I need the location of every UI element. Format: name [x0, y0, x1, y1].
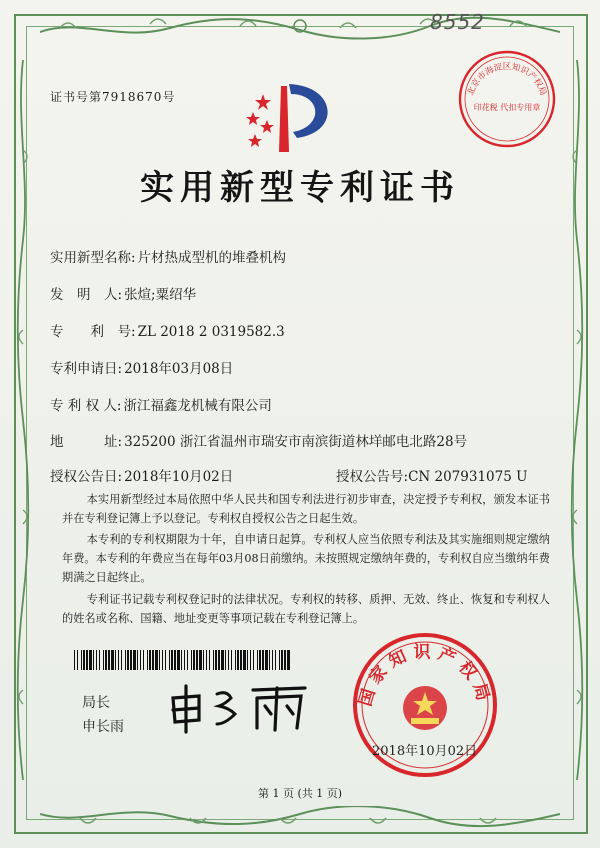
handwritten-note: 8552: [430, 10, 485, 34]
barcode-bar: [279, 650, 280, 670]
barcode: [74, 650, 292, 670]
barcode-bar: [177, 650, 180, 670]
barcode-bar: [250, 650, 251, 670]
barcode-bar: [118, 650, 119, 670]
barcode-bar: [133, 650, 136, 670]
director-signature: [165, 680, 315, 734]
application-date-label: 专利申请日:: [50, 361, 123, 377]
barcode-bar: [199, 650, 202, 670]
barcode-bar: [284, 650, 286, 670]
patent-number-value: ZL 2018 2 0319582.3: [137, 324, 285, 340]
barcode-bar: [81, 650, 82, 670]
certificate-title: 实用新型专利证书: [140, 168, 460, 208]
barcode-bar: [275, 650, 276, 670]
barcode-bar: [174, 650, 176, 670]
barcode-bar: [203, 650, 204, 670]
barcode-bar: [191, 650, 192, 670]
barcode-bar: [272, 650, 273, 670]
publication-number-row: [336, 465, 527, 485]
barcode-bar: [130, 650, 132, 670]
certificate-number: 证书号第7918670号: [50, 90, 176, 104]
barcode-bar: [105, 650, 107, 670]
utility-model-name-row: [50, 246, 286, 266]
patentee-value: 浙江福鑫龙机械有限公司: [123, 398, 272, 414]
grant-date-row: [50, 465, 233, 485]
address-value: 325200 浙江省温州市瑞安市南滨街道林垟邮电北路28号: [124, 434, 468, 450]
barcode-bar: [281, 650, 283, 670]
barcode-bar: [237, 650, 239, 670]
barcode-bar: [155, 650, 158, 670]
inventor-value: 张煊;粟绍华: [124, 287, 197, 303]
barcode-bar: [269, 650, 270, 670]
barcode-bar: [243, 650, 246, 670]
barcode-bar: [159, 650, 160, 670]
barcode-bar: [121, 650, 122, 670]
director-title: 局长: [82, 695, 110, 711]
barcode-bar: [77, 650, 78, 670]
body-paragraph: 本专利的专利权期限为十年，自申请日起算。专利权人应当依照专利法及其实施细则规定缴纳年费。本专利的年费应当在每年03月08日前缴纳。未按照规定缴纳年费的，专利权自应当缴纳年费期满之日起终止。: [62, 533, 550, 584]
patentee-row: [50, 394, 272, 414]
name-label: 实用新型名称:: [50, 250, 136, 266]
barcode-bar: [262, 650, 264, 670]
director-name: 申长雨: [82, 719, 124, 735]
page-number: 第 1 页 (共 1 页): [257, 787, 343, 800]
barcode-bar: [181, 650, 182, 670]
publication-number-label: 授权公告号:: [336, 469, 409, 485]
barcode-bar: [265, 650, 268, 670]
patent-number-row: [50, 320, 285, 340]
tax-stamp-sub-text: 印花税 代扣专用章: [473, 103, 541, 112]
name-value: 片材热成型机的堆叠机构: [137, 250, 287, 266]
barcode-bar: [165, 650, 166, 670]
tax-stamp: [456, 48, 558, 150]
body-paragraph: 本实用新型经过本局依照中华人民共和国专利法进行初步审查，决定授予专利权，颁发本证书并在专利登记簿上予以登记。专利权自授权公告之日起生效。: [62, 493, 550, 525]
barcode-bar: [83, 650, 85, 670]
patent-number-label: 专 利 号:: [50, 324, 136, 340]
barcode-bar: [152, 650, 154, 670]
barcode-bar: [257, 650, 258, 670]
barcode-bar: [231, 650, 232, 670]
grant-date-label: 授权公告日:: [50, 469, 123, 485]
barcode-bar: [96, 650, 97, 670]
barcode-bar: [218, 650, 220, 670]
barcode-bar: [169, 650, 170, 670]
body-paragraph: 专利证书记载专利权登记时的法律状况。专利权的转移、质押、无效、终止、恢复和专利权人的姓名或名称、国籍、地址变更等事项记载在专利登记簿上。: [62, 593, 550, 625]
barcode-bar: [108, 650, 110, 670]
barcode-bar: [115, 650, 116, 670]
address-row: [50, 430, 467, 450]
address-label: 地 址:: [50, 434, 123, 450]
bottom-vine-ornament: [40, 806, 560, 830]
cnipa-logo-icon: [245, 72, 345, 162]
barcode-bar: [111, 650, 114, 670]
barcode-bar: [221, 650, 224, 670]
barcode-bar: [287, 650, 290, 670]
inventor-row: [50, 283, 196, 303]
barcode-bar: [206, 650, 207, 670]
barcode-bar: [235, 650, 236, 670]
barcode-bar: [225, 650, 226, 670]
seal-text: 国家知识产权局: [355, 642, 495, 709]
barcode-bar: [253, 650, 254, 670]
barcode-bar: [187, 650, 188, 670]
barcode-bar: [86, 650, 88, 670]
barcode-bar: [240, 650, 242, 670]
barcode-bar: [228, 650, 229, 670]
patentee-label: 专 利 权 人:: [50, 398, 122, 414]
barcode-bar: [259, 650, 261, 670]
barcode-bar: [196, 650, 198, 670]
barcode-bar: [215, 650, 217, 670]
barcode-bar: [140, 650, 141, 670]
barcode-bar: [162, 650, 163, 670]
application-date-value: 2018年03月08日: [124, 361, 234, 377]
barcode-bar: [193, 650, 195, 670]
inventor-label: 发 明 人:: [50, 287, 123, 303]
barcode-bar: [149, 650, 151, 670]
barcode-bar: [125, 650, 126, 670]
seal-date: 2018年10月02日: [372, 744, 478, 759]
barcode-bar: [184, 650, 185, 670]
national-emblem-icon: [403, 686, 447, 730]
barcode-bar: [89, 650, 92, 670]
barcode-bar: [147, 650, 148, 670]
barcode-bar: [103, 650, 104, 670]
barcode-bar: [143, 650, 144, 670]
barcode-bar: [93, 650, 94, 670]
tax-stamp-ring-text: 北京市海淀区知识产权局: [466, 62, 548, 97]
barcode-bar: [74, 650, 75, 670]
barcode-bar: [213, 650, 214, 670]
barcode-bar: [209, 650, 210, 670]
barcode-bar: [247, 650, 248, 670]
barcode-bar: [137, 650, 138, 670]
barcode-bar: [99, 650, 100, 670]
grant-date-value: 2018年10月02日: [124, 469, 234, 485]
barcode-bar: [127, 650, 129, 670]
application-date-row: [50, 357, 233, 377]
barcode-bar: [171, 650, 173, 670]
publication-number-value: CN 207931075 U: [408, 469, 528, 485]
